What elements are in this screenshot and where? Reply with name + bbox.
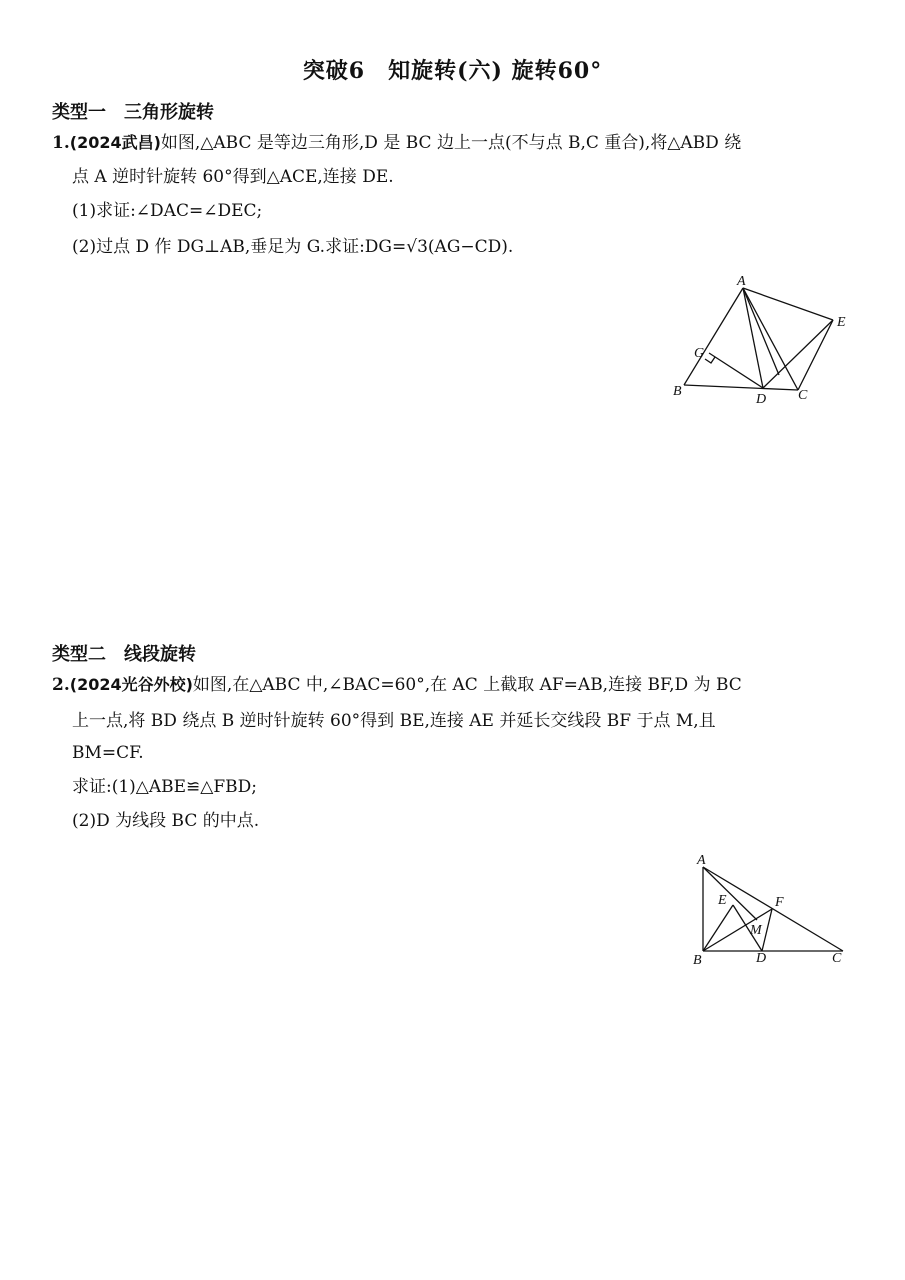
fig1-label-g: G (694, 346, 705, 361)
problem-2-part-2: (2)D 为线段 BC 的中点. (72, 811, 260, 831)
page-title: 突破6 知旋转(六) 旋转60° (302, 58, 603, 84)
problem-1-part-2: (2)过点 D 作 DG⊥AB,垂足为 G.求证:DG=√3(AG−CD). (72, 237, 514, 257)
fig2-label-c: C (832, 951, 842, 966)
problem-1-part-1: (1)求证:∠DAC=∠DEC; (72, 201, 263, 221)
problem-2-line-3: BM=CF. (72, 743, 144, 763)
problem-1-text-1: 如图,△ABC 是等边三角形,D 是 BC 边上一点(不与点 B,C 重合),将△ABD 绕 (160, 133, 742, 153)
fig2-label-m: M (750, 923, 762, 938)
fig1-label-a: A (737, 274, 746, 289)
fig2-label-a: A (697, 853, 706, 868)
problem-2-number: 2. (52, 675, 70, 695)
fig1-label-d: D (756, 392, 767, 407)
problem-2-source: (2024光谷外校) (69, 675, 193, 694)
fig1-label-c: C (798, 388, 808, 403)
problem-2-text-1: 如图,在△ABC 中,∠BAC=60°,在 AC 上截取 AF=AB,连接 BF,D 为 BC (192, 675, 742, 695)
fig2-label-b: B (693, 953, 702, 968)
section-heading-1: 类型一 三角形旋转 (52, 102, 214, 123)
problem-1-source: (2024武昌) (69, 133, 161, 152)
fig2-label-e: E (718, 893, 727, 908)
fig1-label-e: E (837, 315, 846, 330)
fig2-label-d: D (756, 951, 767, 966)
fig2-segment-fd (762, 909, 772, 951)
problem-1-line-2: 点 A 逆时针旋转 60°得到△ACE,连接 DE. (72, 167, 394, 187)
problem-2-line-2: 上一点,将 BD 绕点 B 逆时针旋转 60°得到 BE,连接 AE 并延长交线段 BF 于点 M,且 (72, 711, 716, 731)
fig2-segment-am (703, 867, 757, 920)
fig2-segment-be (703, 905, 733, 951)
fig2-label-f: F (775, 895, 784, 910)
problem-1-number: 1. (52, 133, 70, 153)
section-heading-2: 类型二 线段旋转 (52, 644, 196, 665)
fig1-label-b: B (673, 384, 682, 399)
problem-2-part-1: 求证:(1)△ABE≌△FBD; (72, 777, 258, 797)
